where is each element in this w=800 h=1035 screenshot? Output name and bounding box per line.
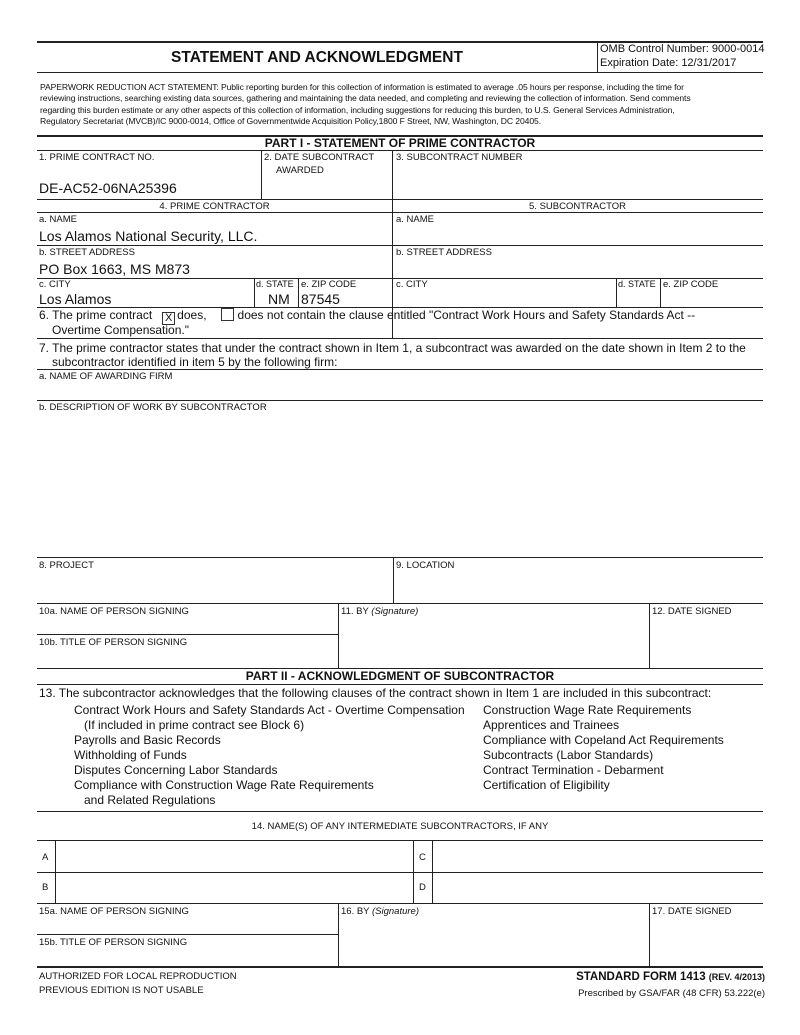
- form-number: [576, 970, 765, 984]
- form-name: STANDARD FORM 1413: [576, 971, 706, 983]
- expiration-date: Expiration Date: 12/31/2017: [600, 57, 737, 69]
- clause: and Related Regulations: [74, 793, 216, 807]
- paperwork-line: PAPERWORK REDUCTION ACT STATEMENT: Public reporting burden for this collection of information is estimated to average .05 hours per response, including the time for: [40, 82, 684, 92]
- awarding-firm-label: a. NAME OF AWARDING FIRM: [39, 371, 173, 382]
- prime-state-label: d. STATE: [256, 279, 294, 289]
- row-c-label: C: [419, 852, 426, 863]
- rule: [37, 903, 763, 904]
- rule: [597, 42, 598, 72]
- field-2-label-2: AWARDED: [276, 165, 324, 176]
- sub-name-signing-label: 15a. NAME OF PERSON SIGNING: [39, 906, 189, 917]
- sub-street-label: b. STREET ADDRESS: [396, 247, 492, 258]
- rule: [37, 872, 763, 873]
- clause: Compliance with Construction Wage Rate Requirements: [74, 778, 374, 792]
- rule: [254, 278, 255, 307]
- sub-zip-label: e. ZIP CODE: [663, 279, 719, 290]
- rule: [37, 634, 338, 635]
- prime-zip-label: e. ZIP CODE: [301, 279, 357, 290]
- prime-street-label: b. STREET ADDRESS: [39, 247, 135, 258]
- rule: [338, 903, 339, 967]
- rule: [660, 278, 661, 307]
- field-1-label: 1. PRIME CONTRACT NO.: [39, 152, 155, 163]
- rule: [37, 212, 763, 213]
- item-7: 7. The prime contractor states that under the contract shown in Item 1, a subcontract was awarded on the date shown in Item 2 to the: [39, 341, 746, 355]
- sub-city-label: c. CITY: [396, 279, 428, 290]
- clauses-right: [483, 703, 724, 793]
- prime-city-value[interactable]: Los Alamos: [39, 291, 112, 307]
- clause: Payrolls and Basic Records: [74, 733, 221, 747]
- clause: Certification of Eligibility: [483, 778, 610, 792]
- clause: Contract Work Hours and Safety Standards Act - Overtime Compensation: [74, 703, 465, 717]
- prime-street-value[interactable]: PO Box 1663, MS M873: [39, 261, 190, 277]
- field-2-label: 2. DATE SUBCONTRACT: [264, 152, 375, 163]
- rule: [649, 603, 650, 668]
- rule: [37, 966, 763, 968]
- row-d-label: D: [419, 882, 426, 893]
- field-3-label: 3. SUBCONTRACT NUMBER: [396, 152, 523, 163]
- rule: [338, 603, 339, 668]
- prime-contract-no[interactable]: DE-AC52-06NA25396: [39, 180, 177, 196]
- does-checkbox[interactable]: X: [162, 312, 175, 325]
- part2-title: PART II - ACKNOWLEDGMENT OF SUBCONTRACTOR: [245, 669, 555, 683]
- footer-auth: AUTHORIZED FOR LOCAL REPRODUCTION: [39, 971, 237, 982]
- clause: Subcontracts (Labor Standards): [483, 748, 654, 762]
- item-13: 13. The subcontractor acknowledges that the following clauses of the contract shown in Item 1 are included in this subcontract:: [39, 686, 712, 700]
- rule: [37, 603, 763, 604]
- sub-name-label: a. NAME: [396, 214, 435, 225]
- by-label: 11. BY: [341, 606, 369, 617]
- project-label: 8. PROJECT: [39, 560, 94, 571]
- rule: [37, 557, 763, 558]
- prescribed-by: Prescribed by GSA/FAR (48 CFR) 53.222(e): [578, 988, 765, 999]
- clause: Construction Wage Rate Requirements: [483, 703, 692, 717]
- signature-hint: (Signature): [371, 606, 419, 617]
- item-14-label: 14. NAME(S) OF ANY INTERMEDIATE SUBCONTRACTORS, IF ANY: [251, 821, 549, 832]
- form-title: STATEMENT AND ACKNOWLEDGMENT: [171, 49, 463, 66]
- rule: [37, 199, 763, 200]
- clause: (If included in prime contract see Block 6): [74, 718, 305, 732]
- omb-number: OMB Control Number: 9000-0014: [600, 43, 765, 55]
- by-label: 16. BY: [341, 906, 370, 917]
- sub-state-label: d. STATE: [618, 279, 656, 289]
- row-b-label: B: [42, 882, 49, 893]
- does-not-label: does not contain the clause entitled "Contract Work Hours and Safety Standards Act --: [237, 308, 696, 322]
- sub-title-signing-label: 15b. TITLE OF PERSON SIGNING: [39, 937, 188, 948]
- rule: [37, 684, 763, 685]
- signature-hint: (Signature): [372, 906, 419, 917]
- paperwork-line: regarding this burden estimate or any other aspects of this collection of information, including suggestions for reducing this burden, to U.S. General Services Administration,: [40, 104, 675, 115]
- prime-name-label: a. NAME: [39, 214, 78, 225]
- sub-signature-label: [341, 906, 419, 917]
- sub-date-signed-label: 17. DATE SIGNED: [652, 906, 732, 917]
- paperwork-statement: [40, 82, 691, 127]
- rule: [616, 278, 617, 307]
- title-signing-label: 10b. TITLE OF PERSON SIGNING: [39, 637, 188, 648]
- does-not-checkbox[interactable]: [221, 308, 234, 321]
- date-signed-label: 12. DATE SIGNED: [652, 606, 732, 617]
- item-7-line2: subcontractor identified in item 5 by the following firm:: [52, 355, 338, 369]
- prime-state-value[interactable]: NM: [268, 291, 290, 307]
- prime-zip-value[interactable]: 87545: [301, 291, 340, 307]
- clause: Contract Termination - Debarment: [483, 763, 664, 777]
- signature-label: [341, 606, 418, 617]
- rule: [37, 150, 763, 151]
- does-label: does,: [177, 308, 207, 322]
- prime-name-value[interactable]: Los Alamos National Security, LLC.: [39, 228, 258, 244]
- clause: Compliance with Copeland Act Requirements: [483, 733, 724, 747]
- rule: [37, 934, 338, 935]
- rule: [37, 245, 763, 246]
- item-6-text: 6. The prime contract: [39, 308, 153, 322]
- location-label: 9. LOCATION: [396, 560, 455, 571]
- form-revision: (REV. 4/2013): [708, 972, 765, 982]
- clause: Apprentices and Trainees: [483, 718, 620, 732]
- prime-contractor-heading: 4. PRIME CONTRACTOR: [159, 201, 270, 212]
- subcontractor-heading: 5. SUBCONTRACTOR: [529, 201, 626, 212]
- rule: [37, 369, 763, 370]
- clause: Disputes Concerning Labor Standards: [74, 763, 278, 777]
- part1-title: PART I - STATEMENT OF PRIME CONTRACTOR: [264, 136, 536, 150]
- rule: [649, 903, 650, 967]
- rule: [261, 150, 262, 199]
- rule: [37, 338, 763, 339]
- rule: [37, 400, 763, 401]
- footer-prev: PREVIOUS EDITION IS NOT USABLE: [39, 985, 204, 996]
- rule: [298, 278, 299, 307]
- clause: Withholding of Funds: [74, 748, 187, 762]
- rule: [393, 557, 394, 603]
- item-6-line2: Overtime Compensation.": [52, 323, 189, 337]
- rule: [37, 840, 763, 841]
- paperwork-line: reviewing instructions, searching existing data sources, gathering and maintaining the data needed, and completing and reviewing the collection of information. Send comments: [40, 93, 691, 104]
- prime-city-label: c. CITY: [39, 279, 71, 290]
- rule: [37, 72, 763, 73]
- clauses-left: [74, 703, 465, 808]
- paperwork-line: Regulatory Secretariat (MVCB)/IC 9000-0014, Office of Governmentwide Acquisition Policy,1800 F Street, NW, Washington, DC 20405.: [40, 115, 541, 126]
- rule: [37, 811, 763, 812]
- row-a-label: A: [42, 852, 49, 863]
- name-signing-label: 10a. NAME OF PERSON SIGNING: [39, 606, 189, 617]
- work-description-label: b. DESCRIPTION OF WORK BY SUBCONTRACTOR: [39, 402, 267, 413]
